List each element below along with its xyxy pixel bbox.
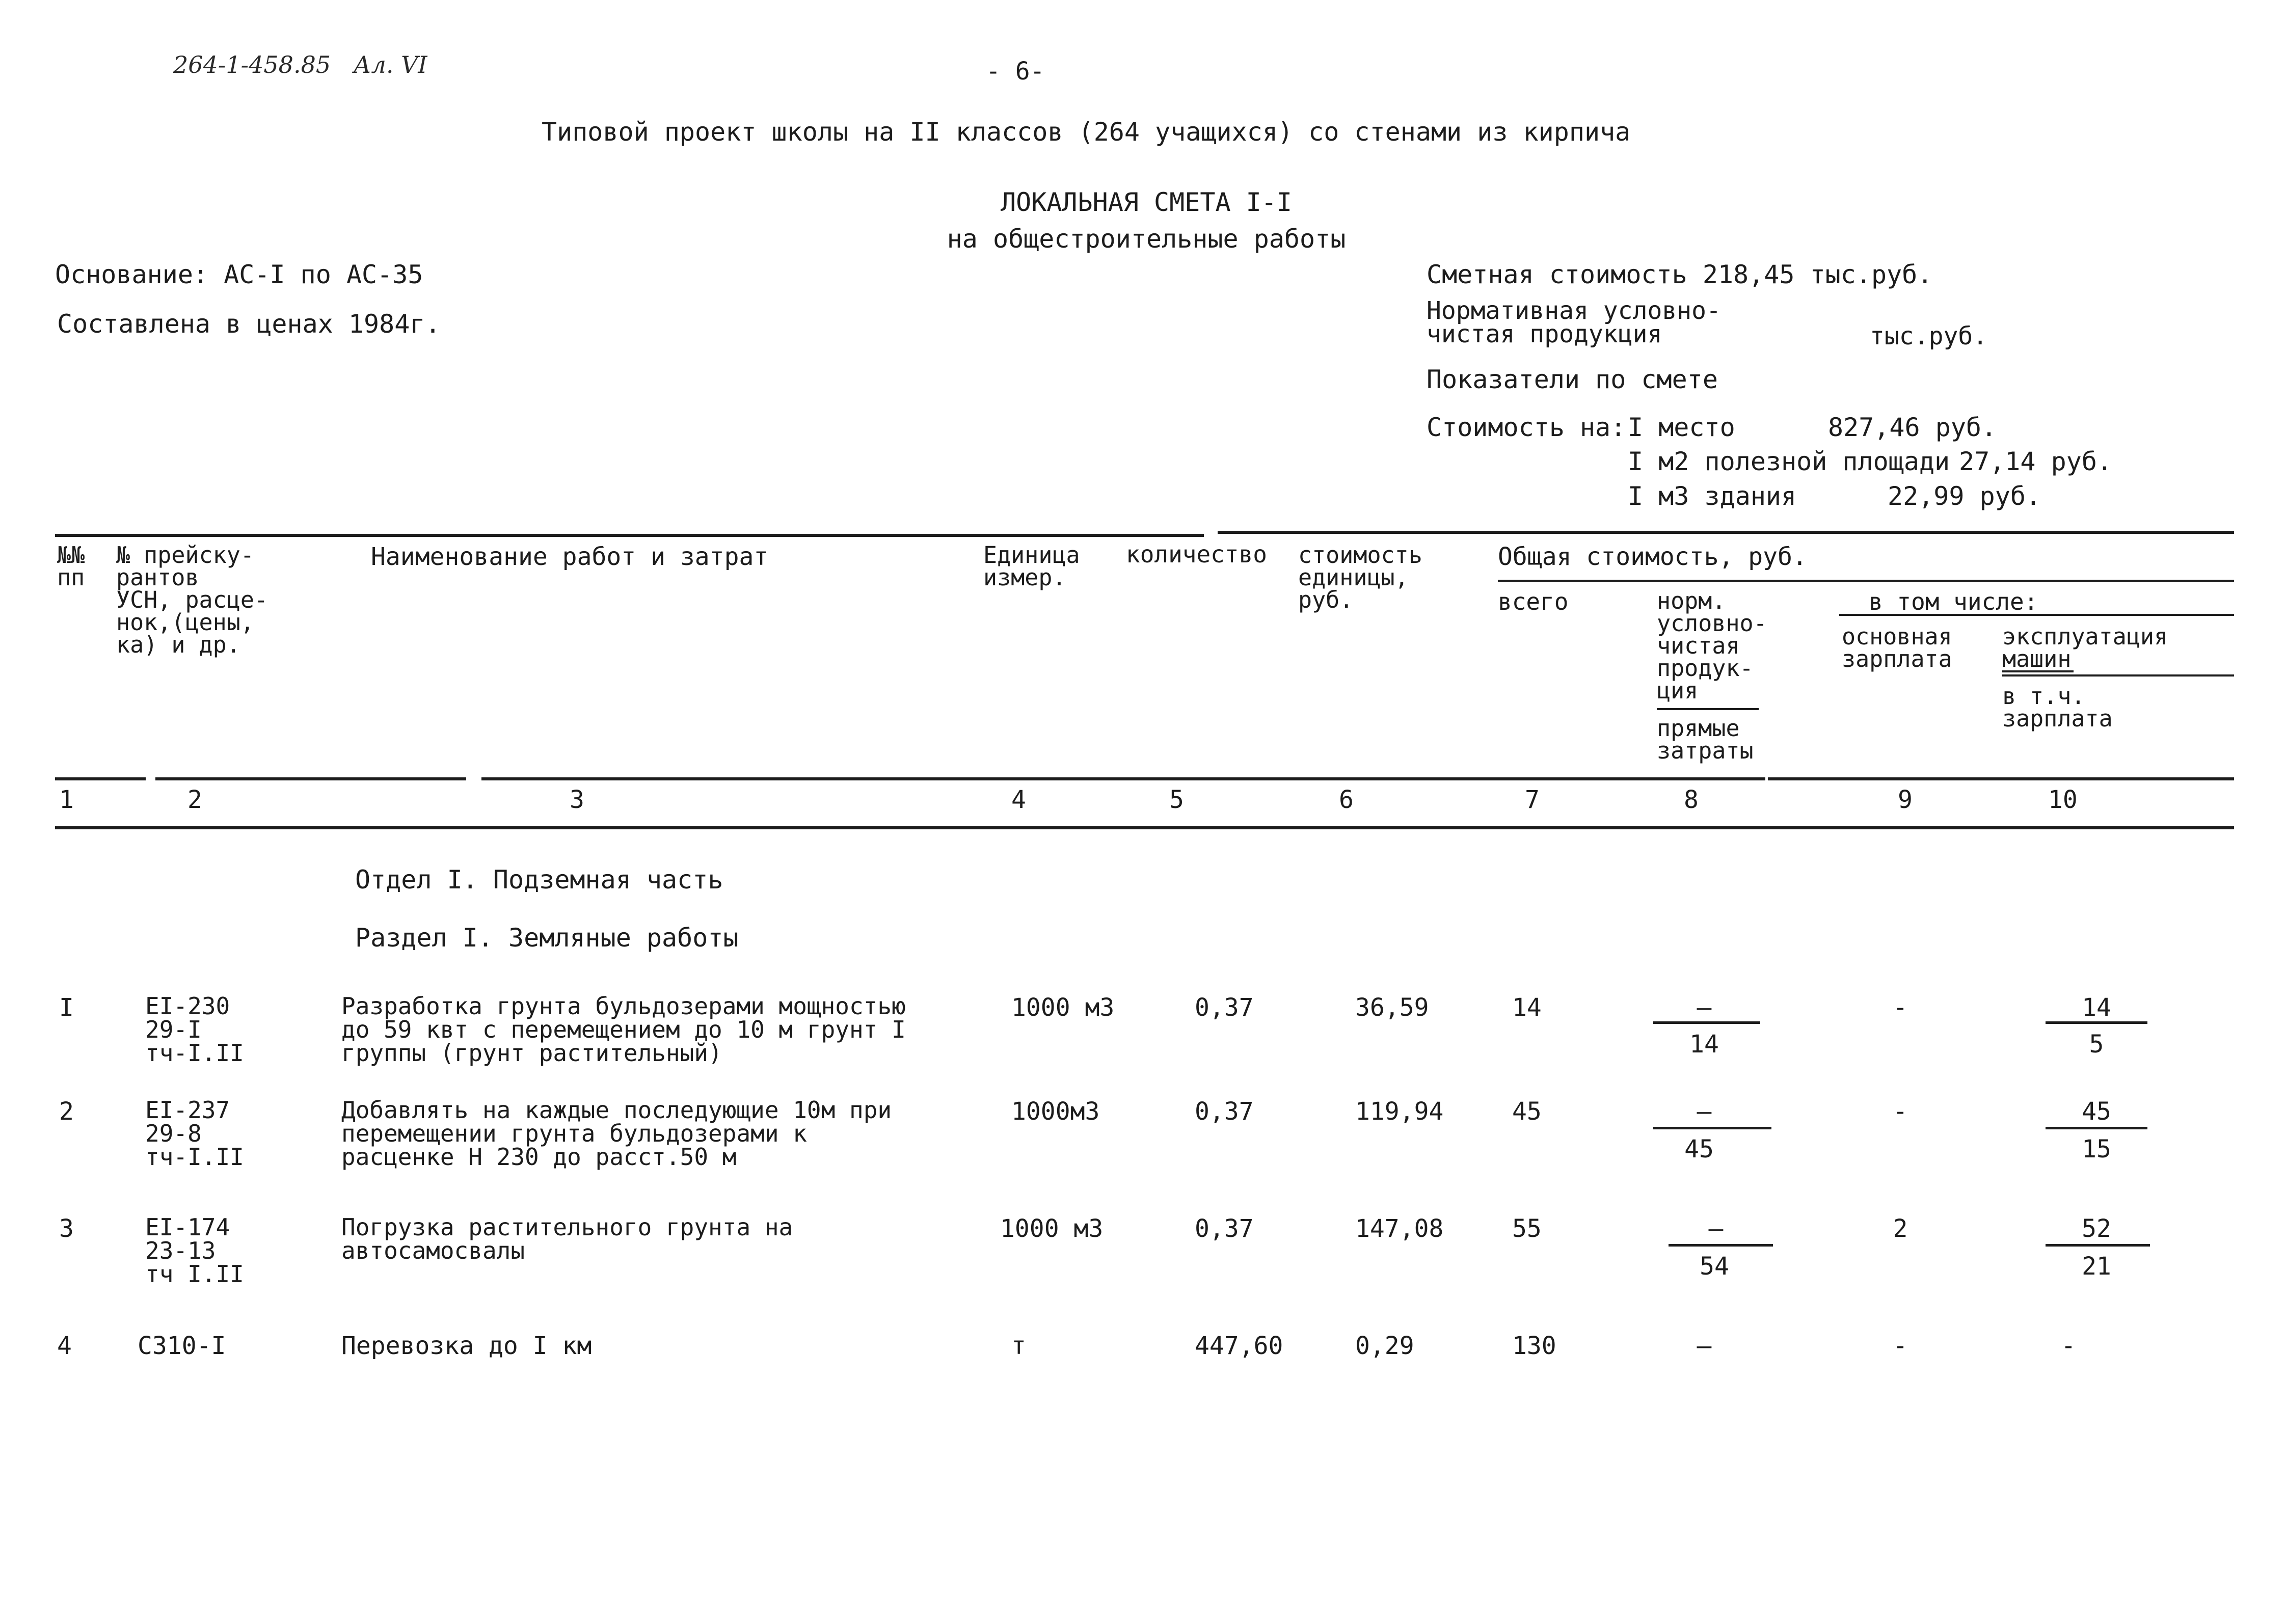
row-unit-price: 0,29 xyxy=(1355,1332,1414,1360)
header-col-2: № прейску- рантов УСН, расце- нок,(цены, ка) и др. xyxy=(116,542,268,658)
per-m2-label: I м2 полезной площади xyxy=(1628,447,1950,476)
row-unit: 1000м3 xyxy=(1011,1097,1100,1126)
header-col-6: стоимость единицы, руб. xyxy=(1298,542,1422,613)
row-number: 4 xyxy=(57,1332,72,1360)
row-unit: 1000 м3 xyxy=(1000,1214,1104,1243)
row-c8-bottom: 54 xyxy=(1700,1252,1729,1281)
album-number: Ал. VI xyxy=(353,51,427,78)
row-c10-fraction-line xyxy=(2046,1127,2147,1129)
row-total: 14 xyxy=(1512,993,1542,1022)
header-col-10-underline xyxy=(2002,670,2074,672)
row-c8-fraction-line xyxy=(1669,1244,1773,1247)
row-c8-fraction-line xyxy=(1653,1127,1771,1129)
normative-unit: тыс.руб. xyxy=(1870,322,1988,350)
per-place-label: I место xyxy=(1628,413,1735,442)
header-including-underline xyxy=(1839,614,2234,616)
document-code: 264-1-458.85 xyxy=(173,51,331,78)
col-number-8: 8 xyxy=(1684,786,1699,814)
row-c8-bottom: 14 xyxy=(1689,1030,1719,1059)
header-col-10-divider xyxy=(2002,674,2234,676)
row-quantity: 0,37 xyxy=(1195,993,1254,1022)
row-unit: т xyxy=(1011,1332,1026,1360)
row-code: EI-230 29-I тч-I.II xyxy=(145,992,244,1067)
header-col-10-top: эксплуатация машин xyxy=(2002,623,2168,672)
col-number-5: 5 xyxy=(1169,786,1184,814)
row-quantity: 0,37 xyxy=(1195,1214,1254,1243)
per-m3-value: 22,99 руб. xyxy=(1888,481,2041,511)
header-bottom-line-2 xyxy=(155,777,466,780)
row-total: 130 xyxy=(1512,1332,1556,1360)
header-bottom-line-4 xyxy=(1768,777,2234,780)
basis-line: Основание: АС-I по АС-35 xyxy=(55,260,423,289)
col-number-4: 4 xyxy=(1011,786,1026,814)
section-part: Раздел I. Земляные работы xyxy=(355,923,739,953)
row-c9: 2 xyxy=(1893,1214,1908,1243)
row-work-name: Погрузка растительного грунта на автосамосвалы xyxy=(341,1213,793,1264)
row-c10-top: 52 xyxy=(2082,1214,2111,1243)
header-col-9: основная зарплата xyxy=(1842,623,1952,672)
row-number: 2 xyxy=(59,1097,74,1126)
row-unit: 1000 м3 xyxy=(1011,993,1115,1022)
col-number-7: 7 xyxy=(1525,786,1540,814)
row-c9: - xyxy=(1893,993,1908,1022)
row-c10-fraction-line xyxy=(2046,1021,2147,1024)
header-col-8-divider xyxy=(1657,708,1759,710)
row-c9: - xyxy=(1893,1097,1908,1126)
row-code: EI-174 23-13 тч I.II xyxy=(145,1213,244,1288)
row-c8-top: – xyxy=(1697,1097,1712,1126)
row-c8-top: – xyxy=(1697,1332,1712,1360)
row-code: С310-I xyxy=(138,1332,226,1360)
row-total: 45 xyxy=(1512,1097,1542,1126)
document-code-stamp xyxy=(173,51,427,78)
estimate-title: ЛОКАЛЬНАЯ СМЕТА I-I xyxy=(1001,187,1292,217)
header-col-3: Наименование работ и затрат xyxy=(371,543,769,571)
row-work-name: Перевозка до I км xyxy=(341,1332,592,1360)
row-c9: - xyxy=(1893,1332,1908,1360)
row-number: 3 xyxy=(59,1214,74,1243)
prices-line: Составлена в ценах 1984г. xyxy=(57,309,441,339)
header-including: в том числе: xyxy=(1869,588,2038,615)
column-numbers-bottom-line xyxy=(55,826,2234,829)
row-c8-top: – xyxy=(1708,1214,1724,1243)
section-department: Отдел I. Подземная часть xyxy=(355,865,723,895)
row-c10-top: 45 xyxy=(2082,1097,2111,1126)
row-c8-fraction-line xyxy=(1653,1021,1760,1024)
per-m3-label: I м3 здания xyxy=(1628,481,1797,511)
header-col-8-top: норм. условно- чистая продук- ция xyxy=(1657,587,1767,704)
header-col-5: количество xyxy=(1126,540,1267,568)
header-col-8-bottom: прямые затраты xyxy=(1657,715,1754,764)
header-col-7: всего xyxy=(1498,588,1569,615)
row-c10-fraction-line xyxy=(2046,1244,2150,1247)
row-unit-price: 36,59 xyxy=(1355,993,1429,1022)
col-number-10: 10 xyxy=(2048,786,2078,814)
normative-line2: чистая продукция xyxy=(1427,320,1662,348)
row-quantity: 0,37 xyxy=(1195,1097,1254,1126)
row-c10-bottom: 15 xyxy=(2082,1135,2111,1163)
header-total-cost: Общая стоимость, руб. xyxy=(1498,543,1807,571)
header-bottom-line-1 xyxy=(55,777,146,780)
table-top-line-right xyxy=(1218,531,2234,534)
header-total-cost-underline xyxy=(1498,580,2234,582)
row-work-name: Добавлять на каждые последующие 10м при перемещении грунта бульдозерами к расценке Н 230 до расст.50 м xyxy=(341,1096,892,1171)
row-total: 55 xyxy=(1512,1214,1542,1243)
col-number-9: 9 xyxy=(1898,786,1913,814)
row-c10-top: 14 xyxy=(2082,993,2111,1022)
row-c8-top: – xyxy=(1697,993,1712,1022)
header-col-10-bottom: в т.ч. зарплата xyxy=(2002,683,2113,732)
normative-line1: Нормативная условно- xyxy=(1427,296,1721,325)
project-title: Типовой проект школы на II классов (264 учащихся) со стенами из кирпича xyxy=(542,117,1631,147)
row-quantity: 447,60 xyxy=(1195,1332,1283,1360)
header-bottom-line-3 xyxy=(481,777,1765,780)
row-c10-bottom: 21 xyxy=(2082,1252,2111,1281)
col-number-3: 3 xyxy=(570,786,584,814)
table-top-line-left xyxy=(55,534,1204,537)
page-number: - 6- xyxy=(986,57,1045,86)
estimate-cost: Сметная стоимость 218,45 тыс.руб. xyxy=(1427,260,1933,289)
row-code: EI-237 29-8 тч-I.II xyxy=(145,1096,244,1171)
header-col-4: Единица измер. xyxy=(983,542,1080,591)
indicators-heading: Показатели по смете xyxy=(1427,365,1718,394)
col-number-1: 1 xyxy=(59,786,74,814)
col-number-2: 2 xyxy=(187,786,202,814)
row-unit-price: 147,08 xyxy=(1355,1214,1444,1243)
row-c8-bottom: 45 xyxy=(1684,1135,1714,1163)
row-c10-top: - xyxy=(2061,1332,2076,1360)
row-unit-price: 119,94 xyxy=(1355,1097,1444,1126)
cost-on-label: Стоимость на: xyxy=(1427,413,1626,442)
per-place-value: 827,46 руб. xyxy=(1828,413,1997,442)
row-work-name: Разработка грунта бульдозерами мощностью до 59 квт с перемещением до 10 м грунт I группы (грунт растительный) xyxy=(341,992,906,1067)
header-col-1: №№ пп xyxy=(57,542,85,591)
row-c10-bottom: 5 xyxy=(2089,1030,2104,1059)
row-number: I xyxy=(59,993,74,1022)
col-number-6: 6 xyxy=(1339,786,1354,814)
estimate-subtitle: на общестроительные работы xyxy=(947,224,1346,254)
per-m2-value: 27,14 руб. xyxy=(1959,447,2113,476)
